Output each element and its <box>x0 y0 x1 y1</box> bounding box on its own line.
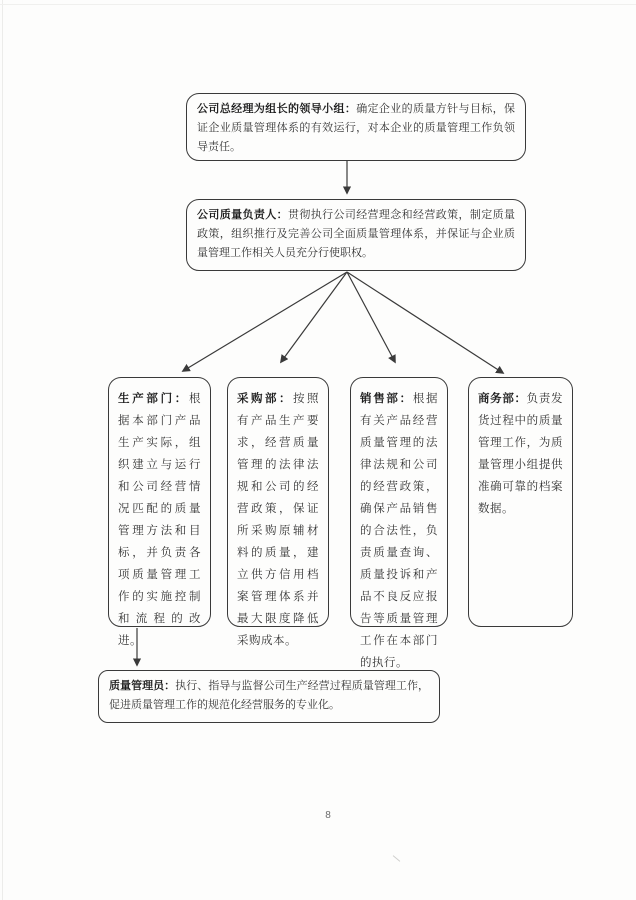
commerce-dept-paragraph <box>478 388 563 520</box>
quality-director-label: 公司质量负责人： <box>197 209 288 221</box>
sales-dept-box <box>350 377 448 669</box>
purchasing-dept-label: 采购部： <box>237 393 293 405</box>
arrow-director-to-production <box>183 272 347 371</box>
leader-group-label: 公司总经理为组长的领导小组： <box>197 103 357 115</box>
production-dept-paragraph <box>118 388 201 652</box>
production-dept-text: 根据本部门产品生产实际，组织建立与运行和公司经营情况匹配的质量管理方法和目标，并负责各项质量管理工作的实施控制和流程的改进。 <box>118 393 201 647</box>
commerce-dept-box <box>468 377 573 627</box>
leader-group-box <box>186 93 526 161</box>
quality-director-text: 贯彻执行公司经营理念和经营政策，制定质量政策，组织推行及完善公司全面质量管理体系，并保证与企业质量管理工作相关人员充分行使职权。 <box>197 209 516 259</box>
commerce-dept-label: 商务部： <box>478 393 527 405</box>
sales-dept-text: 根据有关产品经营质量管理的法律法规和公司的经营政策，确保产品销售的合法性，负责质量查询、质量投诉和产品不良反应报告等质量管理工作在本部门的执行。 <box>360 393 439 669</box>
sales-dept-label: 销售部： <box>360 393 413 405</box>
quality-director-box <box>186 199 526 271</box>
production-dept-label: 生产部门： <box>118 393 189 405</box>
purchasing-dept-text: 按照有产品生产要求，经营质量管理的法律法规和公司的经营政策，保证所采购原辅材料的质量，建立供方信用档案管理体系并最大限度降低采购成本。 <box>237 393 319 647</box>
sales-dept-paragraph <box>360 388 438 674</box>
commerce-dept-text: 负责发货过程中的质量管理工作，为质量管理小组提供准确可靠的档案数据。 <box>478 393 564 515</box>
production-dept-box <box>108 377 211 647</box>
arrow-director-to-purchasing <box>281 272 347 362</box>
page-number: 8 <box>325 810 331 821</box>
arrow-director-to-commerce <box>347 272 503 373</box>
arrow-director-to-sales <box>347 272 395 362</box>
quality-manager-box <box>98 670 440 723</box>
quality-manager-text: 执行、指导与监督公司生产经营过程质量管理工作，促进质量管理工作的规范化经营服务的专业化。 <box>109 680 430 711</box>
scan-artifact-left-edge <box>2 0 3 900</box>
scan-artifact-top-edge <box>0 4 636 5</box>
quality-director-paragraph <box>197 206 515 263</box>
purchasing-dept-box <box>227 377 329 647</box>
leader-group-paragraph <box>197 100 515 157</box>
scan-artifact-smudge <box>393 855 401 862</box>
quality-manager-label: 质量管理员： <box>109 680 176 692</box>
quality-manager-paragraph <box>109 677 429 715</box>
purchasing-dept-paragraph <box>237 388 319 652</box>
leader-group-text: 确定企业的质量方针与目标，保证企业质量管理体系的有效运行，对本企业的质量管理工作负领导责任。 <box>197 103 516 153</box>
